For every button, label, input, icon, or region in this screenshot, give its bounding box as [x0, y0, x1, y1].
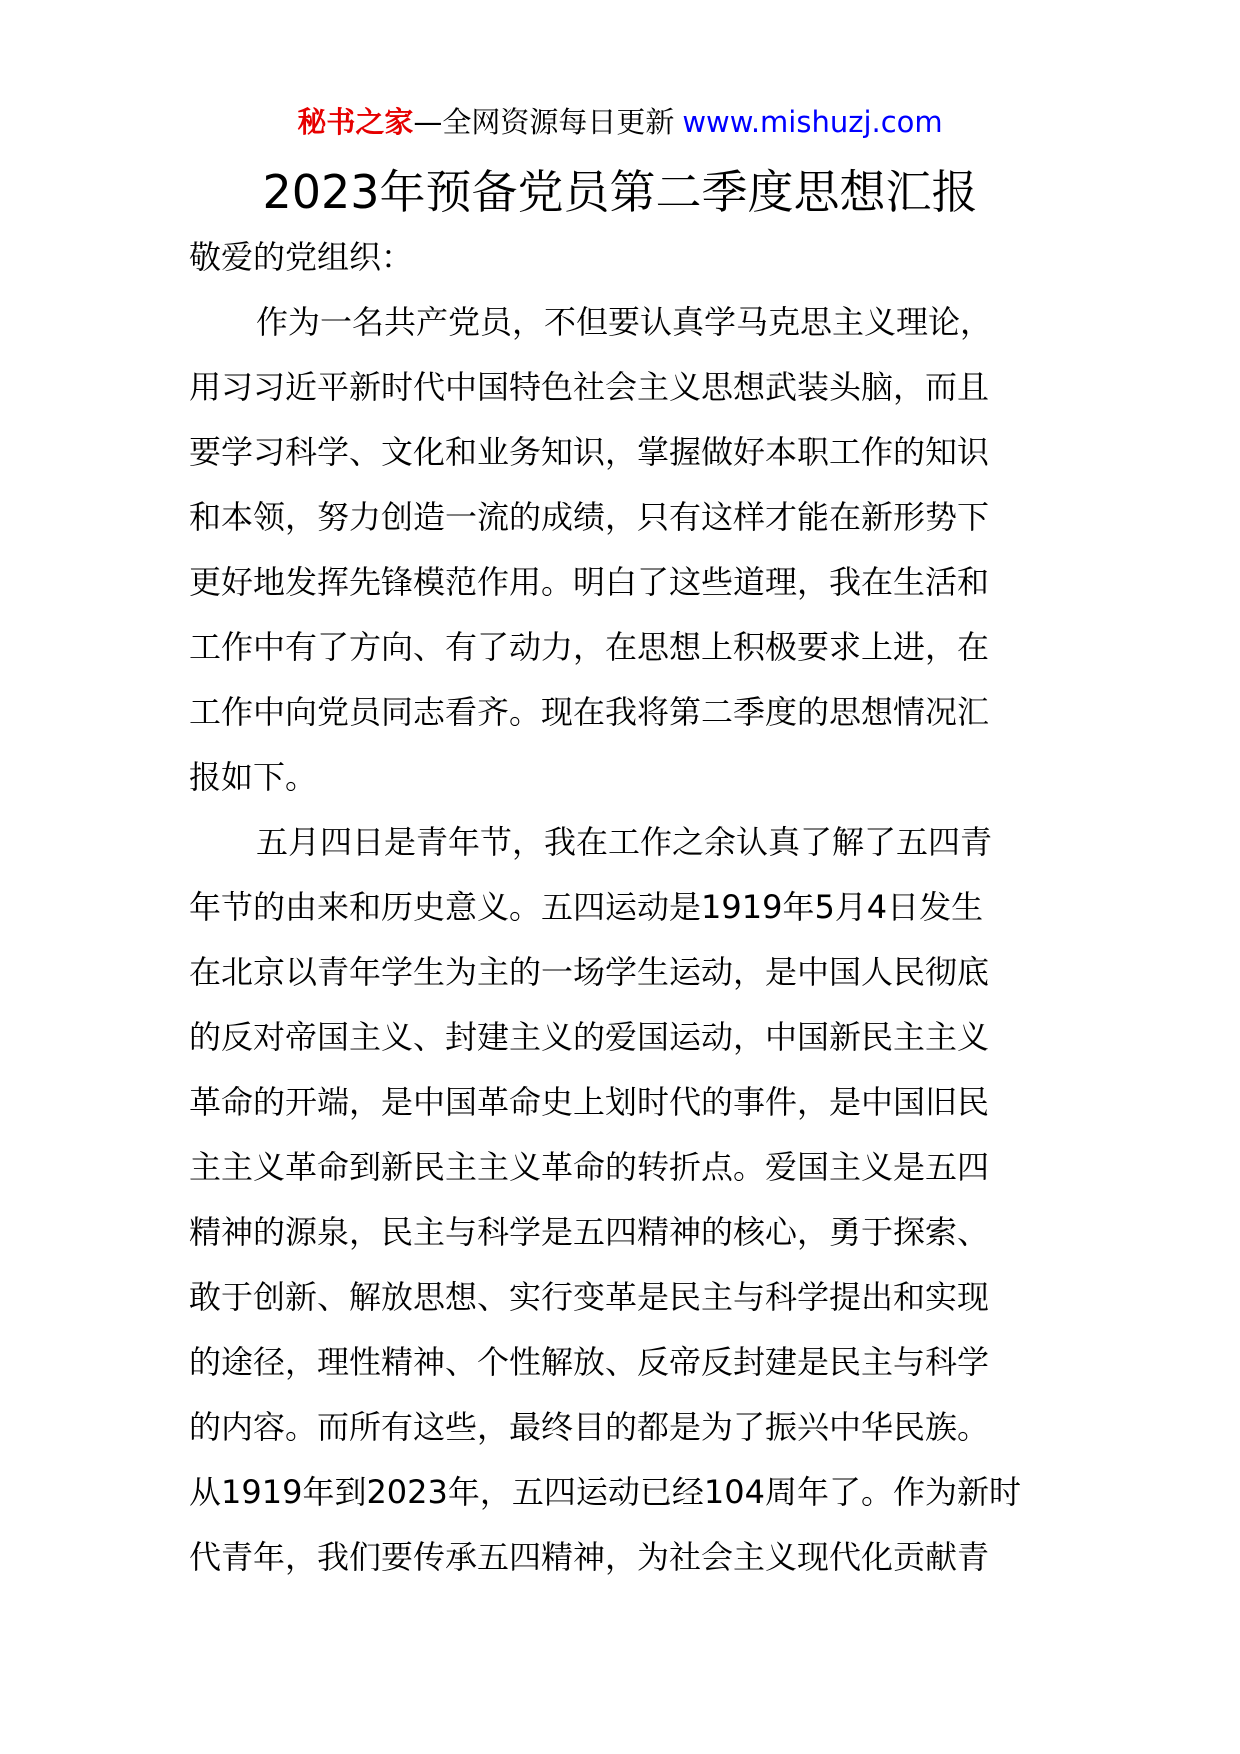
paragraph-line: 代青年，我们要传承五四精神，为社会主义现代化贡献青	[189, 1538, 990, 1576]
salutation: 敬爱的党组织：	[189, 238, 414, 276]
paragraph-line: 工作中有了方向、有了动力，在思想上积极要求上进，在	[189, 628, 990, 666]
paragraph-line: 更好地发挥先锋模范作用。明白了这些道理，我在生活和	[189, 563, 990, 601]
paragraph-line: 主主义革命到新民主主义革命的转折点。爱国主义是五四	[189, 1148, 990, 1186]
paragraph-line: 工作中向党员同志看齐。现在我将第二季度的思想情况汇	[189, 693, 990, 731]
paragraph-line: 五月四日是青年节，我在工作之余认真了解了五四青	[256, 823, 993, 861]
document-title: 2023年预备党员第二季度思想汇报	[262, 165, 978, 219]
banner-slogan: —全网资源每日更新	[413, 105, 675, 139]
brand-name: 秘书之家	[297, 105, 414, 139]
paragraph-line: 敢于创新、解放思想、实行变革是民主与科学提出和实现	[189, 1278, 990, 1316]
paragraph-line: 的反对帝国主义、封建主义的爱国运动，中国新民主主义	[189, 1018, 990, 1056]
paragraph-line: 年节的由来和历史意义。五四运动是1919年5月4日发生	[189, 888, 984, 926]
paragraph-line: 要学习科学、文化和业务知识，掌握做好本职工作的知识	[189, 433, 990, 471]
paragraph-line: 的途径，理性精神、个性解放、反帝反封建是民主与科学	[189, 1343, 990, 1381]
paragraph-line: 报如下。	[189, 758, 318, 796]
paragraph-line: 精神的源泉，民主与科学是五四精神的核心，勇于探索、	[189, 1213, 990, 1251]
website-link[interactable]: www.mishuzj.com	[682, 105, 943, 139]
paragraph-line: 从1919年到2023年，五四运动已经104周年了。作为新时	[189, 1473, 1021, 1511]
paragraph-line: 作为一名共产党员，不但要认真学马克思主义理论，	[256, 303, 993, 341]
paragraph-line: 革命的开端，是中国革命史上划时代的事件，是中国旧民	[189, 1083, 990, 1121]
header-banner	[0, 102, 1240, 142]
document-body	[189, 225, 1069, 1590]
paragraph-line: 在北京以青年学生为主的一场学生运动，是中国人民彻底	[189, 953, 990, 991]
paragraph-line: 用习习近平新时代中国特色社会主义思想武装头脑，而且	[189, 368, 990, 406]
paragraph-line: 和本领，努力创造一流的成绩，只有这样才能在新形势下	[189, 498, 990, 536]
paragraph-line: 的内容。而所有这些，最终目的都是为了振兴中华民族。	[189, 1408, 990, 1446]
